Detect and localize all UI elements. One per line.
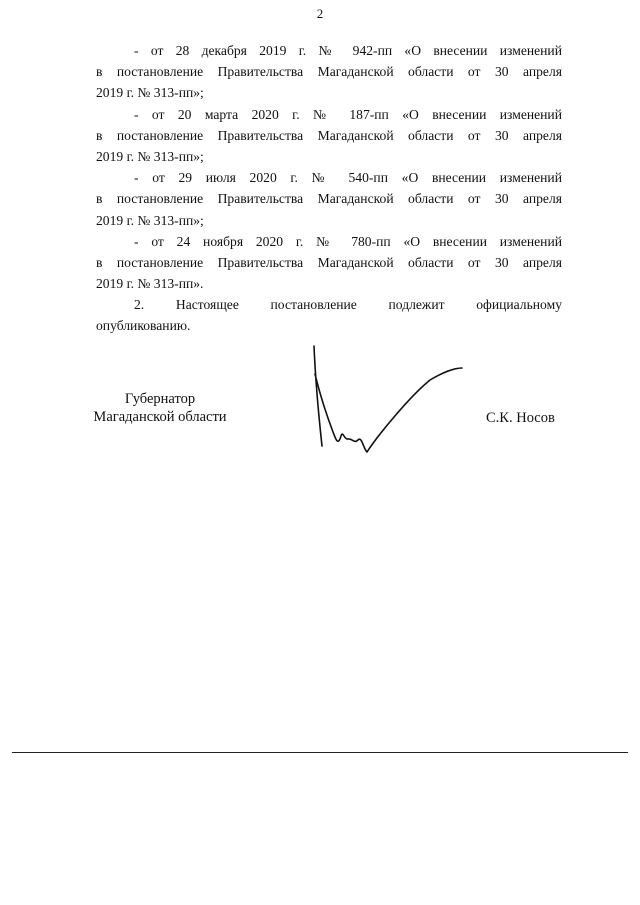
text-line: - от 29 июля 2020 г. № 540-пп «О внесении изменений [134, 170, 562, 186]
footer-divider [12, 752, 628, 753]
document-body [96, 40, 562, 337]
text-line: в постановление Правительства Магаданской области от 30 апреля [96, 254, 562, 270]
signatory-title-line: Магаданской области [93, 409, 227, 425]
text-line: 2019 г. № 313-пп». [96, 276, 204, 292]
signatory-title [88, 390, 232, 426]
text-line: - от 28 декабря 2019 г. № 942-пп «О внесении изменений [134, 43, 562, 58]
text-line: 2019 г. № 313-пп»; [96, 212, 204, 228]
list-item [96, 167, 562, 231]
text-line: в постановление Правительства Магаданской области от 30 апреля [96, 191, 562, 207]
text-line: опубликованию. [96, 318, 191, 334]
text-line: - от 24 ноября 2020 г. № 780-пп «О внесении изменений [134, 233, 562, 249]
handwritten-signature [300, 340, 480, 465]
text-line: 2019 г. № 313-пп»; [96, 148, 204, 164]
text-line: в постановление Правительства Магаданской области от 30 апреля [96, 64, 562, 80]
paragraph-publication [96, 294, 562, 336]
list-item [96, 40, 562, 104]
text-line: - от 20 марта 2020 г. № 187-пп «О внесении изменений [134, 106, 562, 122]
text-line: в постановление Правительства Магаданской области от 30 апреля [96, 127, 562, 143]
signatory-name: С.К. Носов [486, 410, 555, 426]
signatory-title-line: Губернатор [124, 391, 196, 407]
page-number: 2 [316, 6, 324, 21]
text-line: 2019 г. № 313-пп»; [96, 85, 204, 101]
text-line: 2. Настоящее постановление подлежит официальному [134, 297, 562, 313]
list-item [96, 231, 562, 295]
list-item [96, 104, 562, 168]
